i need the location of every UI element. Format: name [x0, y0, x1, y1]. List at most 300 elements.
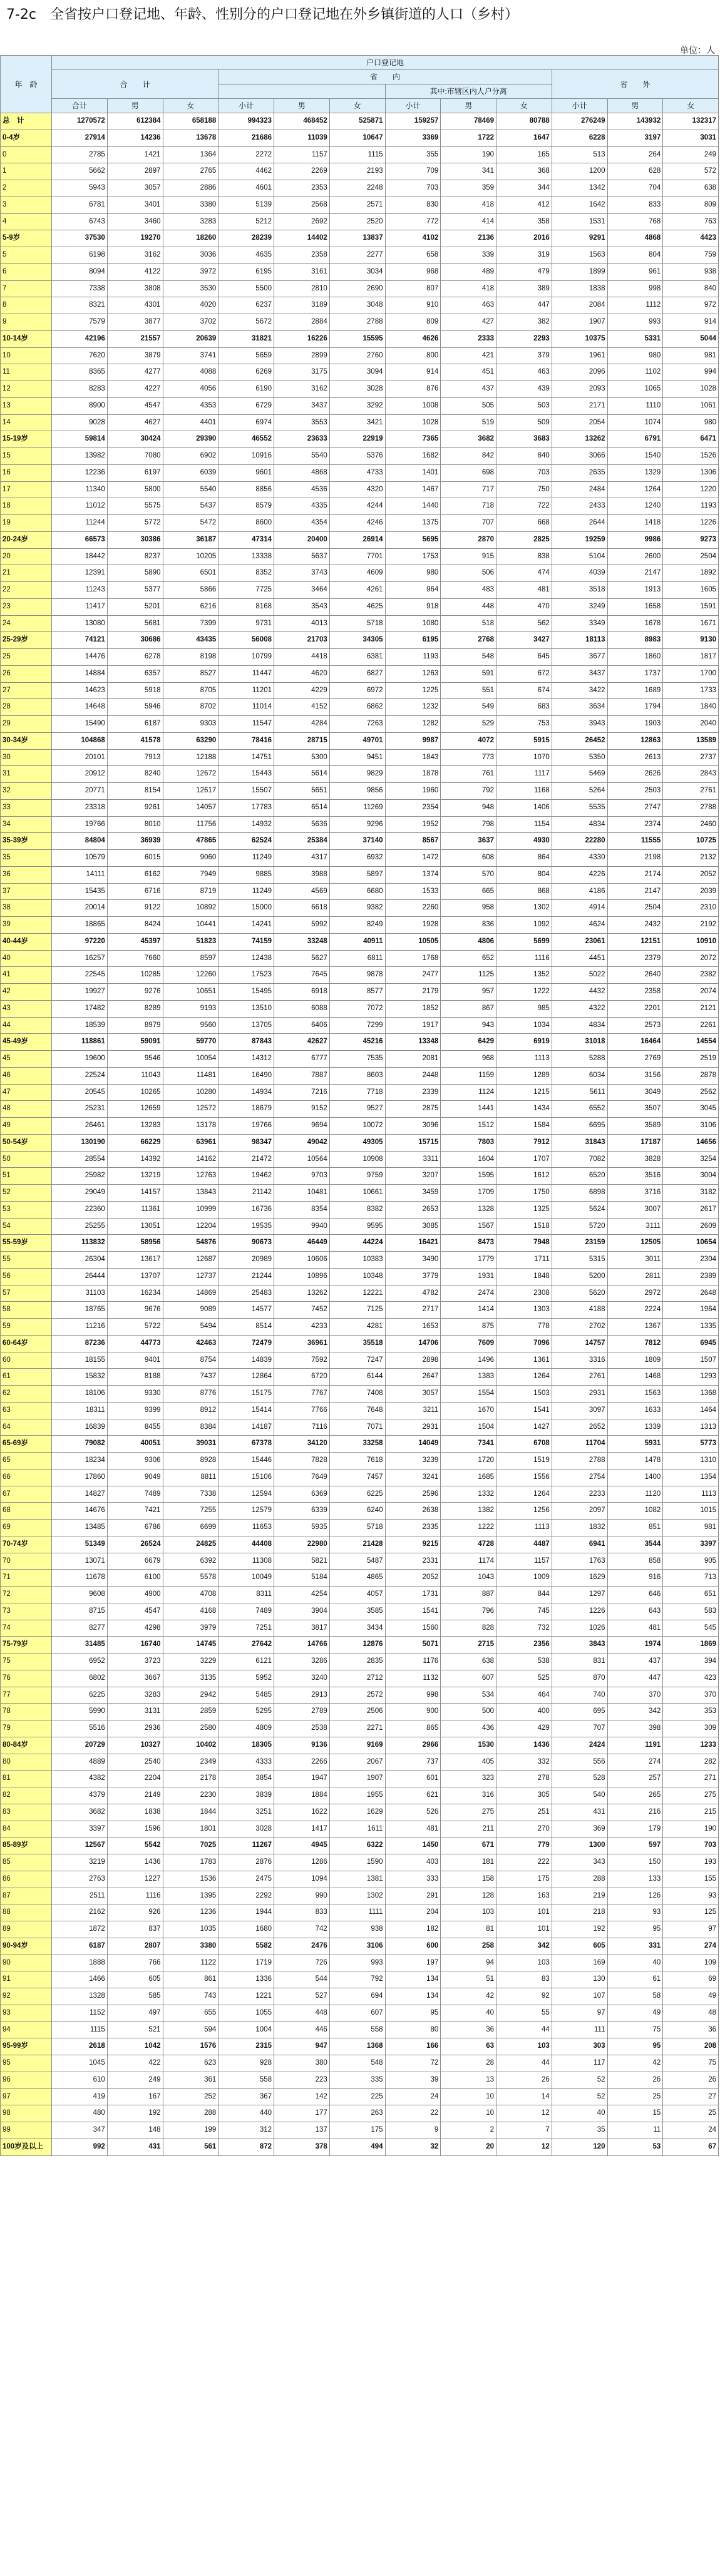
value-cell: 14757 [552, 1335, 607, 1352]
value-cell: 2936 [107, 1720, 163, 1737]
value-cell: 6339 [274, 1503, 330, 1520]
value-cell: 1215 [496, 1084, 552, 1101]
value-cell: 2269 [274, 163, 330, 180]
value-cell: 11216 [52, 1319, 108, 1336]
value-cell: 2335 [385, 1520, 441, 1536]
value-cell: 9601 [219, 464, 274, 481]
value-cell: 4865 [329, 1570, 385, 1587]
value-cell: 4609 [329, 565, 385, 582]
value-cell: 5773 [663, 1436, 719, 1453]
value-cell: 2765 [163, 163, 219, 180]
value-cell: 4432 [552, 984, 607, 1001]
table-row [1, 1938, 719, 1955]
table-row [1, 883, 719, 900]
age-cell: 17 [1, 481, 52, 498]
value-cell: 3988 [274, 866, 330, 883]
value-cell: 6777 [274, 1051, 330, 1068]
value-cell: 858 [607, 1553, 663, 1570]
value-cell: 5952 [219, 1670, 274, 1687]
value-cell: 10908 [329, 1151, 385, 1168]
value-cell: 463 [441, 297, 496, 314]
value-cell: 5331 [607, 330, 663, 347]
value-cell: 37530 [52, 230, 108, 247]
value-cell: 263 [329, 2105, 385, 2122]
value-cell: 11704 [552, 1436, 607, 1453]
value-cell: 1629 [552, 1570, 607, 1587]
value-cell: 26 [607, 2072, 663, 2088]
value-cell: 3667 [107, 1670, 163, 1687]
value-cell: 5139 [219, 197, 274, 213]
header-subtotal: 小计 [219, 99, 274, 113]
value-cell: 5264 [552, 783, 607, 800]
value-cell: 7299 [329, 1017, 385, 1034]
value-cell: 7082 [552, 1151, 607, 1168]
value-cell: 964 [385, 582, 441, 599]
value-cell: 1124 [441, 1084, 496, 1101]
value-cell: 1434 [496, 1101, 552, 1118]
value-cell: 1633 [607, 1402, 663, 1419]
value-cell: 6237 [219, 297, 274, 314]
age-cell: 72 [1, 1587, 52, 1603]
age-cell: 48 [1, 1101, 52, 1118]
value-cell: 81 [441, 1921, 496, 1938]
value-cell: 16464 [607, 1034, 663, 1051]
value-cell: 26524 [107, 1536, 163, 1553]
value-cell: 3530 [163, 280, 219, 297]
table-row [1, 1955, 719, 1971]
value-cell: 2572 [329, 1687, 385, 1704]
value-cell: 5582 [219, 1938, 274, 1955]
value-cell: 16421 [385, 1235, 441, 1252]
value-cell: 1844 [163, 1804, 219, 1821]
value-cell: 405 [441, 1754, 496, 1771]
value-cell: 332 [496, 1754, 552, 1771]
table-row [1, 113, 719, 130]
value-cell: 36961 [274, 1335, 330, 1352]
value-cell: 14577 [219, 1302, 274, 1319]
value-cell: 61 [607, 1971, 663, 1988]
value-cell: 4451 [552, 950, 607, 967]
value-cell: 8473 [441, 1235, 496, 1252]
value-cell: 175 [496, 1871, 552, 1888]
value-cell: 1560 [385, 1620, 441, 1637]
value-cell: 192 [552, 1921, 607, 1938]
value-cell: 10383 [329, 1252, 385, 1269]
value-cell: 2644 [552, 515, 607, 532]
value-cell: 7913 [107, 749, 163, 766]
value-cell: 257 [607, 1771, 663, 1787]
value-cell: 1700 [663, 665, 719, 682]
value-cell: 344 [496, 180, 552, 197]
value-cell: 5500 [219, 280, 274, 297]
value-cell: 6198 [52, 247, 108, 264]
table-row [1, 682, 719, 699]
value-cell: 271 [663, 1771, 719, 1787]
value-cell: 4317 [274, 850, 330, 867]
table-row [1, 2088, 719, 2105]
age-cell: 26 [1, 665, 52, 682]
value-cell: 15595 [329, 330, 385, 347]
value-cell: 3007 [607, 1201, 663, 1218]
table-row [1, 1754, 719, 1771]
value-cell: 10285 [107, 967, 163, 984]
value-cell: 44 [496, 2055, 552, 2072]
table-row [1, 1151, 719, 1168]
value-cell: 658 [385, 247, 441, 264]
value-cell: 9608 [52, 1587, 108, 1603]
value-cell: 3507 [607, 1101, 663, 1118]
age-cell: 50 [1, 1151, 52, 1168]
age-cell: 36 [1, 866, 52, 883]
value-cell: 6225 [329, 1486, 385, 1503]
value-cell: 19270 [107, 230, 163, 247]
value-cell: 2640 [607, 967, 663, 984]
value-cell: 8579 [219, 498, 274, 515]
value-cell: 125 [663, 1904, 719, 1921]
table-row [1, 783, 719, 800]
value-cell: 14745 [163, 1637, 219, 1653]
value-cell: 753 [496, 716, 552, 733]
value-cell: 78416 [219, 732, 274, 749]
table-row [1, 1034, 719, 1051]
value-cell: 6121 [219, 1653, 274, 1670]
value-cell: 521 [107, 2021, 163, 2038]
value-cell: 668 [496, 515, 552, 532]
value-cell: 1892 [663, 565, 719, 582]
value-cell: 1576 [163, 2038, 219, 2055]
table-row [1, 732, 719, 749]
value-cell: 2292 [219, 1888, 274, 1904]
value-cell: 42 [441, 1988, 496, 2005]
value-cell: 274 [607, 1754, 663, 1771]
value-cell: 844 [496, 1587, 552, 1603]
value-cell: 778 [496, 1319, 552, 1336]
value-cell: 11014 [219, 699, 274, 716]
value-cell: 4809 [219, 1720, 274, 1737]
age-cell: 76 [1, 1670, 52, 1687]
value-cell: 2040 [663, 716, 719, 733]
value-cell: 556 [552, 1754, 607, 1771]
value-cell: 4277 [107, 364, 163, 381]
value-cell: 93 [663, 1888, 719, 1904]
value-cell: 1629 [329, 1804, 385, 1821]
value-cell: 11039 [274, 130, 330, 146]
value-cell: 981 [663, 347, 719, 364]
value-cell: 4072 [441, 732, 496, 749]
value-cell: 525871 [329, 113, 385, 130]
table-row [1, 649, 719, 666]
value-cell: 8289 [107, 1000, 163, 1017]
value-cell: 6357 [107, 665, 163, 682]
value-cell: 20771 [52, 783, 108, 800]
value-cell: 9676 [107, 1302, 163, 1319]
value-cell: 6144 [329, 1369, 385, 1386]
value-cell: 51349 [52, 1536, 108, 1553]
table-row [1, 431, 719, 448]
value-cell: 29049 [52, 1185, 108, 1202]
value-cell: 93 [607, 1904, 663, 1921]
value-cell: 333 [385, 1871, 441, 1888]
value-cell: 740 [552, 1687, 607, 1704]
value-cell: 14648 [52, 699, 108, 716]
value-cell: 16234 [107, 1285, 163, 1302]
value-cell: 870 [552, 1670, 607, 1687]
value-cell: 503 [496, 397, 552, 414]
value-cell: 18106 [52, 1386, 108, 1403]
value-cell: 534 [441, 1687, 496, 1704]
value-cell: 1817 [663, 649, 719, 666]
table-row [1, 414, 719, 431]
value-cell: 1159 [441, 1067, 496, 1084]
value-cell: 14057 [163, 799, 219, 816]
value-cell: 1722 [441, 130, 496, 146]
value-cell: 19766 [52, 816, 108, 833]
value-cell: 3877 [107, 314, 163, 331]
age-cell: 总 计 [1, 113, 52, 130]
value-cell: 22280 [552, 833, 607, 850]
age-cell: 2 [1, 180, 52, 197]
value-cell: 264 [607, 146, 663, 163]
value-cell: 3972 [163, 263, 219, 280]
value-cell: 8603 [329, 1067, 385, 1084]
value-cell: 1225 [385, 682, 441, 699]
age-cell: 68 [1, 1503, 52, 1520]
value-cell: 3211 [385, 1402, 441, 1419]
value-cell: 1427 [496, 1419, 552, 1436]
value-cell: 12594 [219, 1486, 274, 1503]
age-cell: 37 [1, 883, 52, 900]
value-cell: 28239 [219, 230, 274, 247]
age-cell: 25-29岁 [1, 632, 52, 649]
value-cell: 1707 [496, 1151, 552, 1168]
value-cell: 400 [496, 1704, 552, 1720]
value-cell: 1065 [607, 381, 663, 398]
value-cell: 282 [663, 1754, 719, 1771]
age-cell: 33 [1, 799, 52, 816]
value-cell: 20545 [52, 1084, 108, 1101]
value-cell: 6743 [52, 213, 108, 230]
header-in-city: 其中:市辖区内人户分离 [385, 84, 552, 99]
table-row [1, 2021, 719, 2038]
table-row [1, 247, 719, 264]
value-cell: 9303 [163, 716, 219, 733]
value-cell: 1008 [385, 397, 441, 414]
value-cell: 1595 [441, 1168, 496, 1185]
value-cell: 4333 [219, 1754, 274, 1771]
value-cell: 1117 [496, 766, 552, 783]
value-cell: 118861 [52, 1034, 108, 1051]
value-cell: 3162 [107, 247, 163, 264]
value-cell: 792 [441, 783, 496, 800]
header-male: 男 [274, 99, 330, 113]
value-cell: 412 [496, 197, 552, 213]
value-cell: 103 [441, 1904, 496, 1921]
value-cell: 5772 [107, 515, 163, 532]
value-cell: 429 [496, 1720, 552, 1737]
value-cell: 1496 [441, 1352, 496, 1369]
age-cell: 88 [1, 1904, 52, 1921]
age-cell: 81 [1, 1771, 52, 1787]
age-cell: 6 [1, 263, 52, 280]
value-cell: 7725 [219, 582, 274, 599]
header-male: 男 [607, 99, 663, 113]
value-cell: 2272 [219, 146, 274, 163]
value-cell: 14676 [52, 1503, 108, 1520]
value-cell: 1913 [607, 582, 663, 599]
value-cell: 341 [441, 163, 496, 180]
value-cell: 842 [441, 448, 496, 465]
value-cell: 6406 [274, 1017, 330, 1034]
age-cell: 1 [1, 163, 52, 180]
value-cell: 9122 [107, 900, 163, 917]
value-cell: 3057 [107, 180, 163, 197]
value-cell: 2966 [385, 1737, 441, 1754]
value-cell: 3004 [663, 1168, 719, 1185]
value-cell: 80 [385, 2021, 441, 2038]
value-cell: 915 [441, 548, 496, 565]
value-cell: 49 [607, 2005, 663, 2021]
table-row [1, 1235, 719, 1252]
value-cell: 7949 [163, 866, 219, 883]
value-cell: 2039 [663, 883, 719, 900]
value-cell: 8702 [163, 699, 219, 716]
value-cell: 22360 [52, 1201, 108, 1218]
value-cell: 763 [663, 213, 719, 230]
value-cell: 605 [552, 1938, 607, 1955]
age-cell: 61 [1, 1369, 52, 1386]
value-cell: 1240 [607, 498, 663, 515]
value-cell: 8311 [219, 1587, 274, 1603]
value-cell: 1888 [52, 1955, 108, 1971]
value-cell: 6034 [552, 1067, 607, 1084]
value-cell: 9856 [329, 783, 385, 800]
value-cell: 8354 [274, 1201, 330, 1218]
value-cell: 252 [163, 2088, 219, 2105]
value-cell: 1960 [385, 783, 441, 800]
table-row [1, 448, 719, 465]
value-cell: 418 [441, 280, 496, 297]
value-cell: 1584 [496, 1118, 552, 1135]
value-cell: 54876 [163, 1235, 219, 1252]
value-cell: 800 [385, 347, 441, 364]
value-cell: 218 [552, 1904, 607, 1921]
value-cell: 12260 [163, 967, 219, 984]
table-row [1, 1871, 719, 1888]
value-cell: 8365 [52, 364, 108, 381]
value-cell: 199 [163, 2122, 219, 2139]
value-cell: 1055 [219, 2005, 274, 2021]
value-cell: 33248 [274, 933, 330, 950]
value-cell: 25 [607, 2088, 663, 2105]
age-cell: 71 [1, 1570, 52, 1587]
value-cell: 4330 [552, 850, 607, 867]
value-cell: 10892 [163, 900, 219, 917]
value-cell: 51823 [163, 933, 219, 950]
table-row [1, 481, 719, 498]
value-cell: 5897 [329, 866, 385, 883]
value-cell: 750 [496, 481, 552, 498]
value-cell: 474 [496, 565, 552, 582]
value-cell: 1848 [496, 1268, 552, 1285]
table-row [1, 180, 719, 197]
value-cell: 8567 [385, 833, 441, 850]
value-cell: 2379 [607, 950, 663, 967]
value-cell: 4733 [329, 464, 385, 481]
value-cell: 3251 [219, 1804, 274, 1821]
table-row [1, 2122, 719, 2139]
value-cell: 4281 [329, 1319, 385, 1336]
value-cell: 36 [441, 2021, 496, 2038]
value-cell: 3229 [163, 1653, 219, 1670]
age-cell: 80 [1, 1754, 52, 1771]
value-cell: 1382 [441, 1503, 496, 1520]
value-cell: 6898 [552, 1185, 607, 1202]
value-cell: 4186 [552, 883, 607, 900]
value-cell: 2074 [663, 984, 719, 1001]
value-cell: 5350 [552, 749, 607, 766]
value-cell: 994323 [219, 113, 274, 130]
value-cell: 518 [441, 615, 496, 632]
value-cell: 249 [663, 146, 719, 163]
value-cell: 347 [52, 2122, 108, 2139]
value-cell: 1125 [441, 967, 496, 984]
value-cell: 2568 [274, 197, 330, 213]
value-cell: 18539 [52, 1017, 108, 1034]
value-cell: 707 [441, 515, 496, 532]
value-cell: 1102 [607, 364, 663, 381]
value-cell: 7338 [163, 1486, 219, 1503]
value-cell: 798 [441, 816, 496, 833]
value-cell: 49701 [329, 732, 385, 749]
value-cell: 674 [496, 682, 552, 699]
value-cell: 19535 [219, 1218, 274, 1235]
value-cell: 526 [385, 1804, 441, 1821]
value-cell: 1872 [52, 1921, 108, 1938]
value-cell: 13617 [107, 1252, 163, 1269]
age-cell: 50-54岁 [1, 1134, 52, 1151]
age-cell: 49 [1, 1118, 52, 1135]
value-cell: 3702 [163, 314, 219, 331]
value-cell: 2580 [163, 1720, 219, 1737]
value-cell: 558 [329, 2021, 385, 2038]
value-cell: 1256 [496, 1503, 552, 1520]
value-cell: 389 [496, 280, 552, 297]
age-cell: 12 [1, 381, 52, 398]
value-cell: 14111 [52, 866, 108, 883]
table-row [1, 1118, 719, 1135]
value-cell: 4536 [274, 481, 330, 498]
value-cell: 914 [663, 314, 719, 331]
value-cell: 3283 [163, 213, 219, 230]
value-cell: 49042 [274, 1134, 330, 1151]
value-cell: 3839 [219, 1787, 274, 1804]
header-out-province: 省 外 [552, 70, 718, 99]
age-cell: 45 [1, 1051, 52, 1068]
value-cell: 2308 [496, 1285, 552, 1302]
value-cell: 36187 [163, 531, 219, 548]
value-cell: 3131 [107, 1704, 163, 1720]
value-cell: 481 [385, 1821, 441, 1837]
value-cell: 3135 [163, 1670, 219, 1687]
value-cell: 44408 [219, 1536, 274, 1553]
value-cell: 1342 [552, 180, 607, 197]
value-cell: 8912 [163, 1402, 219, 1419]
value-cell: 3854 [219, 1771, 274, 1787]
value-cell: 59091 [107, 1034, 163, 1051]
value-cell: 2647 [385, 1369, 441, 1386]
value-cell: 109 [663, 1955, 719, 1971]
value-cell: 7489 [107, 1486, 163, 1503]
